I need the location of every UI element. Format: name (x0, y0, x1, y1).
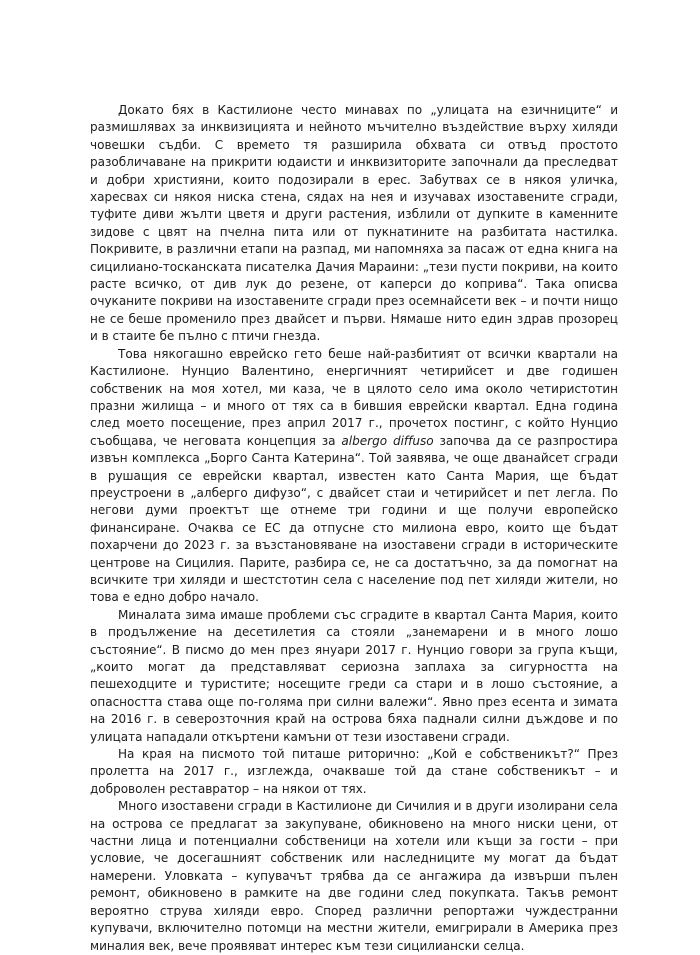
paragraph-4-text: На края на писмото той питаше риторично: „Кой е собственикът?“ През пролетта на 2017 г., изглежда, очакваше той да стане собственикът – и доброволен реставратор – на някои от тях. (90, 747, 618, 796)
paragraph-2 (90, 346, 618, 607)
body-text (90, 102, 618, 955)
paragraph-1 (90, 102, 618, 346)
paragraph-5 (90, 798, 618, 955)
paragraph-2-italic-term: albergo diffuso (341, 433, 434, 448)
paragraph-5-text: Много изоставени сгради в Кастилионе ди Сичилия и в други изолирани села на острова се предлагат за закупуване, обикновено на много ниски цени, от частни лица и потенциални собственици на хотели или къщи за гости – при условие, че досегашният собственик или наследниците му могат да бъдат намерени. Уловката – купувачът трябва да се ангажира да извърши пълен ремонт, обикновено в рамките на две години след покупката. Такъв ремонт вероятно струва хиляди евро. Според различни репортажи чуждестранни купувачи, включително потомци на местни жители, емигрирали в Америка през миналия век, вече проявяват интерес към тези сицилиански селца. (90, 799, 618, 953)
paragraph-4 (90, 746, 618, 798)
paragraph-2-text-b: започва да се разпростира извън комплекса „Борго Санта Катерина“. Той заявява, че още дванайсет сгради в рушащия се еврейски квартал, известен като Санта Мария, ще бъдат преустроени в „алберго дифузо“, с двайсет стаи и четирийсет и пет легла. По негови думи проектът ще отнеме три години и ще получи европейско финансиране. Очаква се ЕС да отпусне сто милиона евро, които ще бъдат похарчени до 2023 г. за възстановяване на изоставени сгради в историческите центрове на Сицилия. Парите, разбира се, не са достатъчно, за да помогнат на всичките три хиляди и шестстотин села с население под пет хиляди жители, но това е едно добро начало. (90, 433, 618, 605)
paragraph-3-text: Миналата зима имаше проблеми със сградите в квартал Санта Мария, които в продължение на десетилетия са стояли „занемарени и в много лошо състояние“. В писмо до мен през януари 2017 г. Нунцио говори за група къщи, „които могат да представляват сериозна заплаха за сигурността на пешеходците и туристите; носещите греди са стари и в лошо състояние, а опасността става още по-голяма при силни валежи“. Явно през есента и зимата на 2016 г. в северозточния край на острова бяха паднали силни дъждове и по улицата нападали откъртени камъни от тези изоставени сгради. (90, 607, 618, 744)
paragraph-2-text-a: Това някогашно еврейско гето беше най-разбитият от всички квартали на Кастилионе. Нунцио Валентино, енергичният четирийсет и две годишен собственик на моя хотел, ми каза, че в цялото село има около четиристотин празни жилища – и много от тях са в бившия еврейски квартал. Една година след моето посещение, през април 2017 г., прочетох постинг, с който Нунцио съобщава, че неговата концепция за (90, 346, 618, 448)
paragraph-3 (90, 607, 618, 746)
paragraph-1-text: Докато бях в Кастилионе често минавах по „улицата на езичниците“ и размишлявах за инквизицията и нейното мъчително въздействие върху хиляди човешки съдби. С времето тя разширила обхвата си отвъд простото разобличаване на прикрити юдаисти и инквизиторите започнали да преследват и добри християни, които подозирали в ерес. Забутвах се в някоя уличка, харесвах си някоя ниска стена, сядах на нея и изучавах изоставените сгради, туфите диви жълти цветя и други растения, изблили от дупките в каменните зидове с цвят на пчелна пита или от пукнатините на разбитата настилка. Покривите, в различни етапи на разпад, ми напомняха за пасаж от една книга на сицилиано-тосканската писателка Дачия Мараини: „тези пусти покриви, на които расте всичко, от див лук до резене, от каперси до коприва“. Така описва очуканите покриви на изоставените сгради през осемнайсети век – и почти нищо не се беше променило през двайсет и първи. Нямаше нито един здрав прозорец и в стаите бе пълно с птичи гнезда. (90, 103, 618, 344)
